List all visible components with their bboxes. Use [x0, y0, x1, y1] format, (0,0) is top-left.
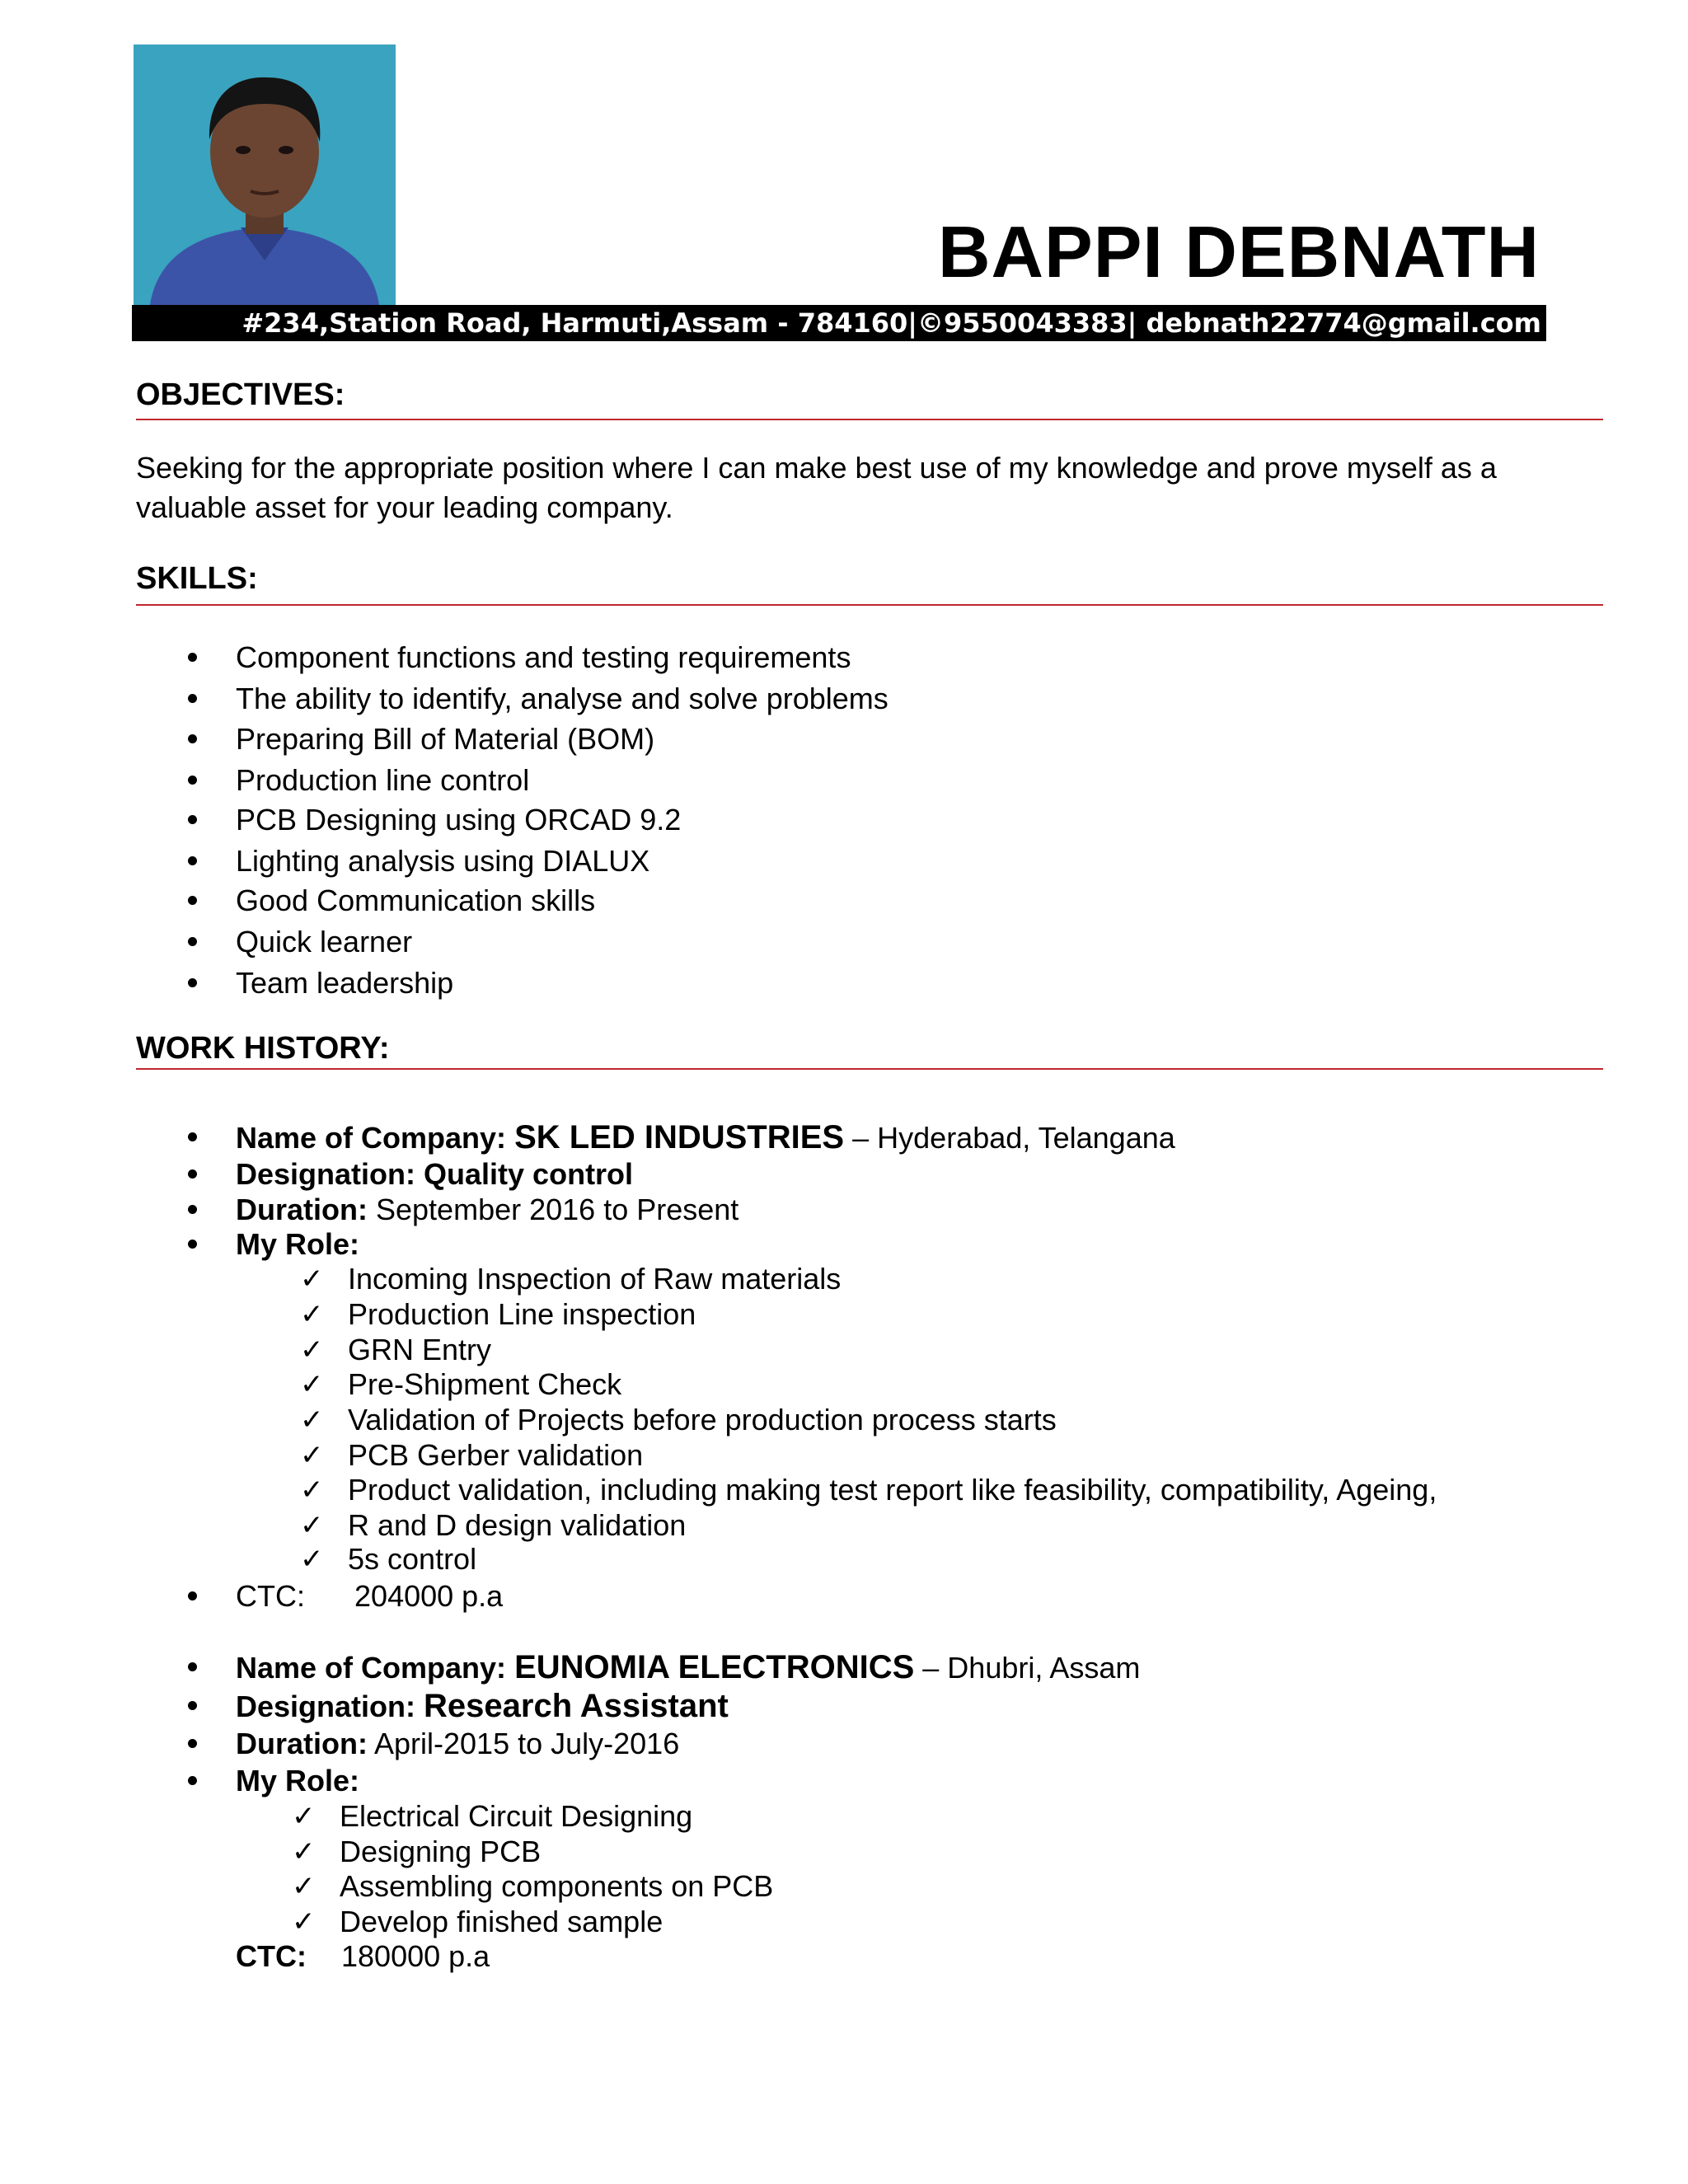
bullet-dot-icon	[188, 978, 197, 987]
checkmark-icon: ✓	[300, 1404, 324, 1436]
bullet-dot-icon	[188, 694, 197, 703]
profile-photo	[134, 45, 396, 305]
company-label: Name of Company:	[236, 1651, 507, 1685]
ctc-value: 180000 p.a	[341, 1939, 490, 1973]
objectives-rule	[136, 419, 1603, 420]
duration-value: September 2016 to Present	[376, 1193, 739, 1226]
objectives-text: Seeking for the appropriate position where I can make best use of my knowledge and prove myself as a valuable asset for your leading company.	[136, 451, 1497, 524]
bullet-dot-icon	[188, 1132, 197, 1141]
bullet-dot-icon	[188, 1169, 197, 1179]
checkmark-icon: ✓	[300, 1333, 324, 1366]
bullet-dot-icon	[188, 734, 197, 743]
bullet-dot-icon	[188, 1591, 197, 1601]
bullet-dot-icon	[188, 653, 197, 662]
checkmark-icon: ✓	[300, 1298, 324, 1331]
checkmark-icon: ✓	[300, 1368, 324, 1401]
bullet-dot-icon	[188, 937, 197, 946]
company-name: EUNOMIA ELECTRONICS	[514, 1649, 915, 1685]
company-label: Name of Company:	[236, 1121, 507, 1155]
duration-label: Duration:	[236, 1193, 368, 1226]
company-name: SK LED INDUSTRIES	[514, 1119, 845, 1155]
checkmark-icon: ✓	[292, 1905, 316, 1938]
bullet-dot-icon	[188, 1205, 197, 1214]
bullet-dot-icon	[188, 1701, 197, 1710]
bullet-dot-icon	[188, 1662, 197, 1671]
skills-heading: SKILLS:	[136, 561, 258, 596]
bullet-dot-icon	[188, 776, 197, 785]
checkmark-icon: ✓	[292, 1870, 316, 1903]
bullet-dot-icon	[188, 856, 197, 865]
ctc-label: CTC:	[236, 1579, 305, 1613]
duration-label: Duration:	[236, 1727, 368, 1760]
candidate-name: BAPPI DEBNATH	[937, 211, 1540, 293]
ctc-line	[236, 1940, 490, 1973]
bullet-dot-icon	[188, 896, 197, 905]
work-history-rule	[136, 1068, 1603, 1070]
ctc-value: 204000 p.a	[354, 1579, 504, 1613]
bullet-dot-icon	[188, 1240, 197, 1249]
designation-value: Quality control	[424, 1157, 634, 1191]
bullet-dot-icon	[188, 1739, 197, 1748]
designation-value: Research Assistant	[424, 1688, 729, 1724]
role-label: My Role:	[236, 1227, 360, 1261]
bullet-dot-icon	[188, 815, 197, 824]
checkmark-icon: ✓	[300, 1263, 324, 1296]
company-location: – Dhubri, Assam	[922, 1651, 1141, 1685]
ctc-label: CTC:	[236, 1939, 307, 1973]
checkmark-icon: ✓	[300, 1543, 324, 1576]
duration-value: April-2015 to July-2016	[374, 1727, 680, 1760]
company-location: – Hyderabad, Telangana	[852, 1121, 1175, 1155]
checkmark-icon: ✓	[292, 1800, 316, 1833]
bullet-dot-icon	[188, 1776, 197, 1785]
checkmark-icon: ✓	[292, 1835, 316, 1868]
role-label: My Role:	[236, 1764, 360, 1797]
designation-label: Designation:	[236, 1157, 416, 1191]
checkmark-icon: ✓	[300, 1509, 324, 1542]
designation-label: Designation:	[236, 1690, 416, 1723]
skills-rule	[136, 604, 1603, 606]
checkmark-icon: ✓	[300, 1474, 324, 1507]
objectives-heading: OBJECTIVES:	[136, 377, 345, 412]
contact-bar: #234,Station Road, Harmuti,Assam - 784160|©9550043383| debnath22774@gmail.com	[132, 305, 1546, 341]
checkmark-icon: ✓	[300, 1439, 324, 1472]
work-history-heading: WORK HISTORY:	[136, 1031, 390, 1066]
